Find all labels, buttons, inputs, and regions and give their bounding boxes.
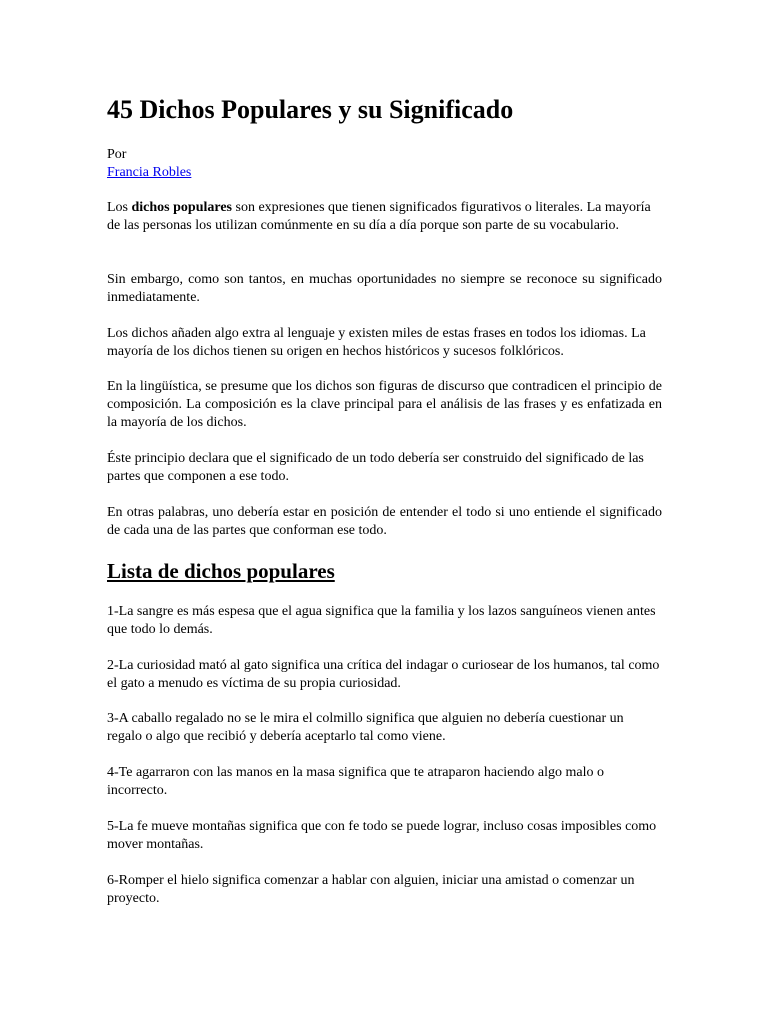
byline bbox=[107, 146, 191, 181]
page-title: 45 Dichos Populares y su Significado bbox=[107, 95, 514, 124]
section-heading: Lista de dichos populares bbox=[107, 559, 335, 583]
body-paragraph: Sin embargo, como son tantos, en muchas oportunidades no siempre se reconoce su significado inmediatamente. bbox=[107, 272, 662, 305]
body-paragraph: En la lingüística, se presume que los dichos son figuras de discurso que contradicen el principio de composición. La composición es la clave principal para el análisis de las frases y es enfatizada en la mayoría de los dichos. bbox=[107, 379, 662, 430]
intro-lead: Los bbox=[107, 200, 132, 215]
body-paragraph: Los dichos añaden algo extra al lenguaje y existen miles de estas frases en todos los idiomas. La mayoría de los dichos tienen su origen en hechos históricos y sucesos folklóricos. bbox=[107, 326, 646, 359]
author-link[interactable]: Francia Robles bbox=[107, 164, 192, 180]
body-paragraph: Éste principio declara que el significado de un todo debería ser construido del significado de las partes que componen a ese todo. bbox=[107, 451, 644, 484]
list-item: 2-La curiosidad mató al gato significa una crítica del indagar o curiosear de los humanos, tal como el gato a menudo es víctima de su propia curiosidad. bbox=[107, 658, 660, 691]
list-item: 6-Romper el hielo significa comenzar a hablar con alguien, iniciar una amistad o comenzar un proyecto. bbox=[107, 873, 635, 906]
intro-keyword: dichos populares bbox=[131, 200, 232, 215]
intro-rest: son expresiones que tienen significados figurativos o literales. La mayoría de las personas los utilizan comúnmente en su día a día porque son parte de su vocabulario. bbox=[107, 200, 651, 233]
body-paragraph: En otras palabras, uno debería estar en posición de entender el todo si uno entiende el significado de cada una de las partes que conforman ese todo. bbox=[107, 505, 662, 538]
list-item: 1-La sangre es más espesa que el agua significa que la familia y los lazos sanguíneos vienen antes que todo lo demás. bbox=[107, 604, 656, 637]
intro-paragraph bbox=[107, 199, 662, 235]
list-item: 3-A caballo regalado no se le mira el colmillo significa que alguien no debería cuestionar un regalo o algo que recibió y debería aceptarlo tal como viene. bbox=[107, 711, 624, 744]
list-item: 4-Te agarraron con las manos en la masa significa que te atraparon haciendo algo malo o incorrecto. bbox=[107, 765, 604, 798]
list-item: 5-La fe mueve montañas significa que con fe todo se puede lograr, incluso cosas imposibles como mover montañas. bbox=[107, 819, 657, 852]
byline-label: Por bbox=[107, 147, 127, 162]
